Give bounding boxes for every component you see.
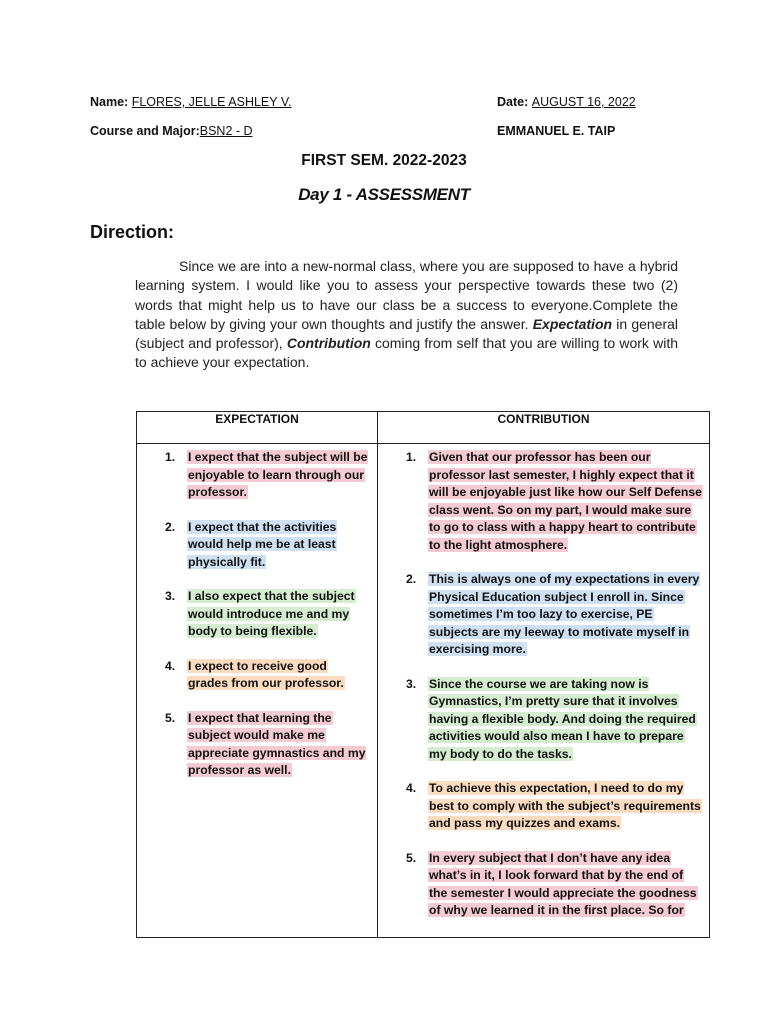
expectation-header: EXPECTATION (137, 412, 378, 444)
expectation-item-text (187, 710, 369, 780)
contribution-item-highlight: Since the course we are taking now is Gymnastics, I’m pretty sure that it involves having a flexible body. And doing the required activities would also mean I have to prepare my body to do the tasks. (429, 676, 696, 761)
contribution-item (406, 676, 703, 764)
keyword-expectation: Expectation (532, 315, 613, 332)
semester-title: FIRST SEM. 2022-2023 (301, 152, 467, 169)
expectation-item-highlight: I expect that the subject will be enjoyable to learn through our professor. (188, 450, 368, 499)
name-label: Name: (90, 95, 129, 109)
contribution-item-highlight: In every subject that I don’t have any idea what’s in it, I look forward that by the end of the semester I would appreciate the goodness of why we learned it in the first place. So for (429, 850, 697, 917)
contribution-cell (378, 444, 710, 938)
direction-text-1: Since we are into a new-normal class, where you are supposed to have a hybrid learning system. I would like you to assess your perspective towards these two (2) words that might help us to have our class be a success to everyone.Complete the table below by giving your own thoughts and justify the answer. (135, 258, 678, 332)
expectation-cell (137, 444, 378, 938)
name-value: FLORES, JELLE ASHLEY V. (131, 95, 292, 109)
keyword-contribution: Contribution (286, 335, 371, 352)
expectation-item (165, 519, 369, 572)
contribution-item-text (428, 571, 703, 659)
contribution-item-highlight: To achieve this expectation, I need to do my best to comply with the subject’s requirements and pass my quizzes and exams. (429, 781, 701, 830)
expectation-item-highlight: I also expect that the subject would introduce me and my body to being flexible. (188, 589, 355, 638)
teacher-name: EMMANUEL E. TAIP (497, 124, 616, 138)
contribution-item-text (428, 449, 703, 554)
expectation-item-number: 2. (165, 519, 176, 534)
direction-text-2: in general (subject and professor), (135, 315, 679, 352)
date-field (497, 95, 636, 109)
contribution-item-highlight: This is always one of my expectations in every Physical Education subject I enroll in. Since sometimes I’m too lazy to exercise, PE subjects are my leeway to motivate myself in exercising more. (429, 572, 700, 656)
expectation-item-text (187, 519, 369, 572)
day-title: Day 1 - ASSESSMENT (298, 185, 470, 204)
course-label: Course and Major: (90, 124, 200, 138)
contribution-item (406, 449, 703, 554)
contribution-header: CONTRIBUTION (378, 412, 710, 444)
expectation-item-text (187, 658, 369, 693)
contribution-item-highlight: Given that our professor has been our professor last semester, I highly expect that it will be enjoyable just like how our Self Defense class went. So on my part, I would make sure to go to class with a happy heart to contribute to the light atmosphere. (429, 450, 702, 552)
contribution-item (406, 850, 703, 920)
contribution-item-number: 5. (406, 850, 417, 865)
table-body-row (137, 444, 710, 938)
contribution-item-text (428, 850, 703, 920)
expectation-item (165, 658, 369, 693)
expectation-item-number: 4. (165, 658, 176, 673)
name-field (90, 95, 292, 109)
direction-heading: Direction: (90, 222, 175, 242)
expectation-item-text (187, 588, 369, 641)
date-label: Date: (497, 95, 529, 109)
expectation-item-highlight: I expect to receive good grades from our professor. (188, 658, 344, 690)
expectation-list (137, 444, 377, 780)
contribution-list (378, 444, 709, 920)
expectation-item-text (187, 449, 369, 502)
contribution-item-text (428, 780, 703, 833)
expectation-item-highlight: I expect that the activities would help me be at least physically fit. (188, 519, 337, 569)
assessment-table (136, 411, 710, 938)
date-value: AUGUST 16, 2022 (531, 95, 636, 109)
contribution-item-number: 4. (406, 781, 417, 795)
direction-text-3: coming from self that you are willing to work with to achieve your expectation. (135, 335, 678, 371)
expectation-item-number: 5. (165, 710, 176, 725)
expectation-item-highlight: I expect that learning the subject would make me appreciate gymnastics and my professor as well. (188, 710, 366, 777)
contribution-item-number: 1. (406, 450, 417, 464)
contribution-item (406, 780, 703, 833)
expectation-item-number: 3. (165, 589, 176, 603)
course-field (90, 124, 253, 138)
expectation-item-number: 1. (165, 450, 176, 464)
contribution-item-number: 3. (406, 676, 417, 691)
expectation-item (165, 588, 369, 641)
contribution-item-number: 2. (406, 572, 417, 586)
contribution-item-text (428, 676, 703, 764)
course-value: BSN2 - D (199, 124, 253, 138)
table-header-row (137, 412, 710, 444)
contribution-item (406, 571, 703, 659)
direction-paragraph (135, 257, 678, 373)
expectation-item (165, 449, 369, 502)
expectation-item (165, 710, 369, 780)
